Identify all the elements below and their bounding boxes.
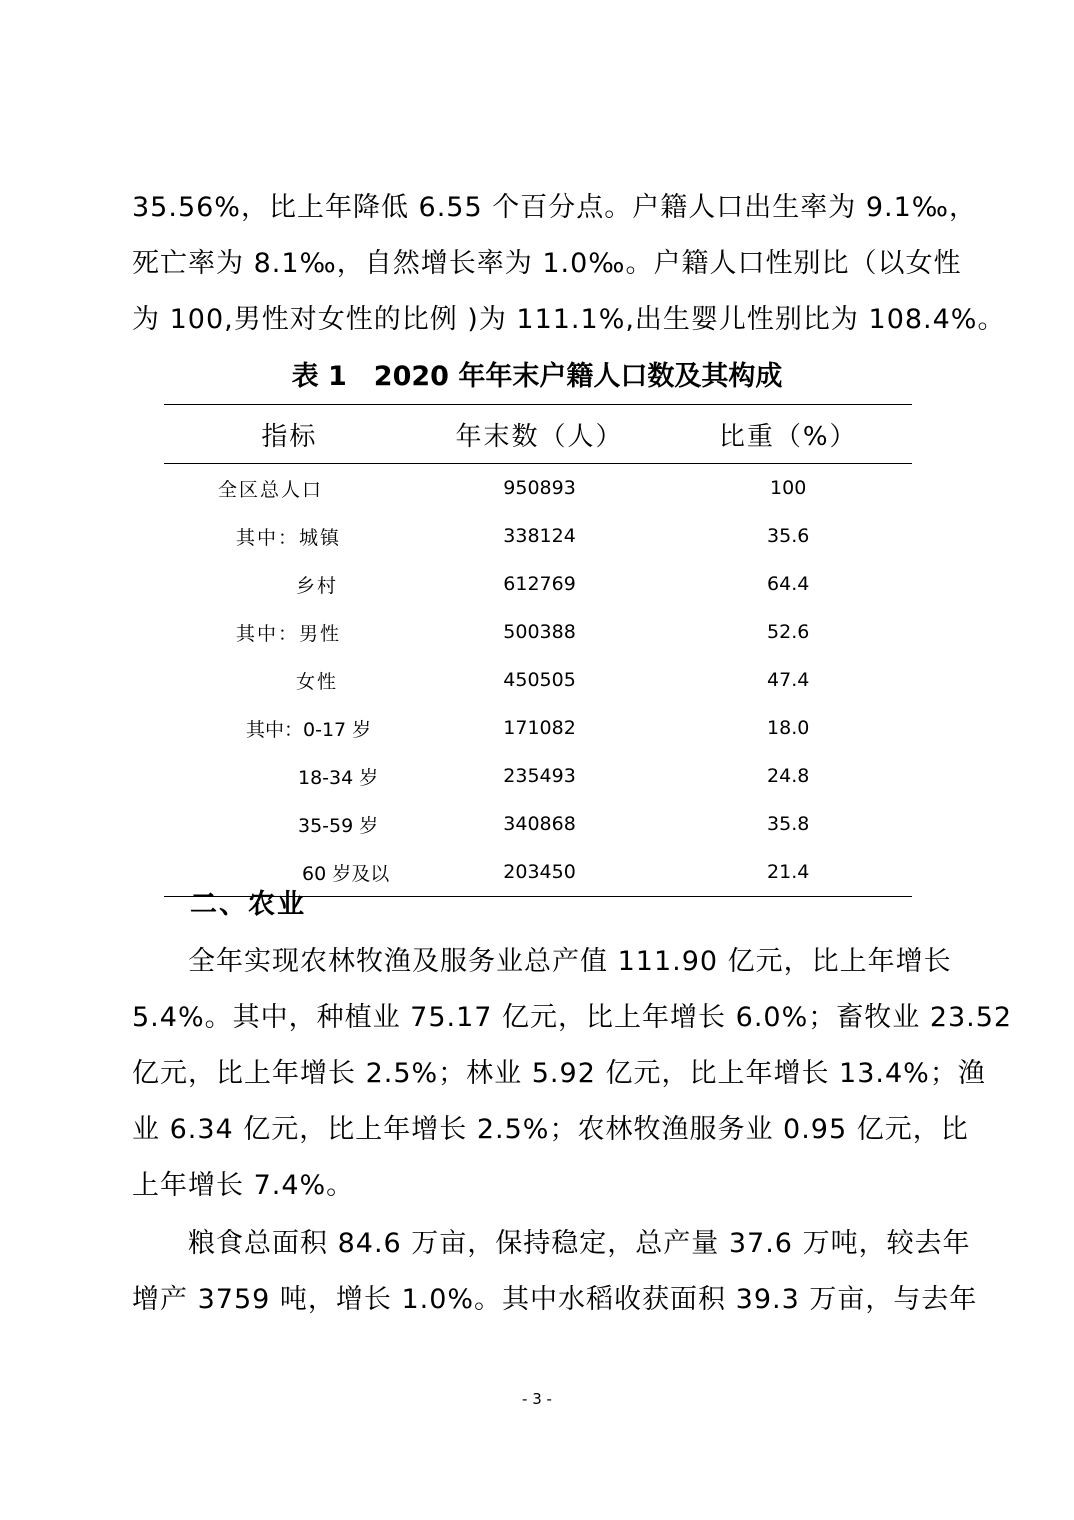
row-label: 其中：0-17 岁 (246, 718, 372, 741)
row-share: 24.8 (767, 765, 810, 787)
text-line: 增产 3759 吨，增长 1.0%。其中水稻收获面积 39.3 万亩，与去年 (132, 1284, 978, 1315)
text-line: 粮食总面积 84.6 万亩，保持稳定，总产量 37.6 万吨，较去年 (188, 1228, 971, 1259)
row-share: 35.8 (767, 813, 810, 835)
row-share: 100 (770, 477, 807, 499)
row-label: 其中：城镇 (236, 526, 342, 549)
row-value: 500388 (503, 621, 576, 643)
text-line: 5.4%。其中，种植业 75.17 亿元，比上年增长 6.0%；畜牧业 23.52 (132, 1002, 1013, 1033)
row-share: 21.4 (664, 848, 912, 897)
table-row (164, 608, 912, 656)
page-number: - 3 - (522, 1390, 552, 1408)
row-value: 612769 (503, 573, 576, 595)
agriculture-paragraph (132, 934, 1013, 1214)
row-label: 其中：男性 (236, 622, 342, 645)
row-value: 950893 (503, 477, 576, 499)
table-row (164, 464, 912, 513)
row-value: 171082 (503, 717, 576, 739)
row-value: 203450 (415, 848, 665, 897)
text-line: 35.56%，比上年降低 6.55 个百分点。户籍人口出生率为 9.1‰， (132, 192, 977, 223)
table-row (164, 560, 912, 608)
row-label: 乡村 (296, 574, 339, 597)
section-heading: 二、农业 (190, 889, 306, 920)
row-share: 52.6 (767, 621, 810, 643)
row-share: 64.4 (767, 573, 810, 595)
row-value: 338124 (503, 525, 576, 547)
table-row (164, 704, 912, 752)
text-line: 亿元，比上年增长 2.5%；林业 5.92 亿元，比上年增长 13.4%；渔 (132, 1058, 986, 1089)
header-share: 比重（%） (664, 405, 912, 464)
table-caption: 表 1 2020 年年末户籍人口数及其构成 (291, 361, 783, 392)
grain-paragraph (132, 1216, 978, 1328)
table-header-row (164, 405, 912, 464)
header-indicator: 指标 (164, 405, 415, 464)
table-row (164, 656, 912, 704)
intro-paragraph (132, 180, 1006, 348)
text-line: 死亡率为 8.1‰，自然增长率为 1.0‰。户籍人口性别比（以女性 (132, 248, 962, 279)
row-value: 450505 (503, 669, 576, 691)
table-row (164, 752, 912, 800)
table-row (164, 800, 912, 848)
row-share: 47.4 (767, 669, 810, 691)
text-line: 上年增长 7.4%。 (132, 1170, 355, 1201)
row-label: 全区总人口 (218, 478, 324, 501)
text-line: 全年实现农林牧渔及服务业总产值 111.90 亿元，比上年增长 (188, 946, 952, 977)
text-line: 业 6.34 亿元，比上年增长 2.5%；农林牧渔服务业 0.95 亿元，比 (132, 1114, 969, 1145)
population-table (164, 404, 912, 897)
row-label: 60 岁及以 (164, 848, 415, 897)
row-share: 35.6 (767, 525, 810, 547)
row-value: 340868 (503, 813, 576, 835)
row-label: 18-34 岁 (298, 766, 379, 789)
row-label: 35-59 岁 (298, 814, 379, 837)
text-line: 为 100,男性对女性的比例 )为 111.1%,出生婴儿性别比为 108.4%。 (132, 304, 1006, 335)
table-row (164, 512, 912, 560)
row-label: 女性 (296, 670, 339, 693)
row-share: 18.0 (767, 717, 810, 739)
row-value: 235493 (503, 765, 576, 787)
header-year-end-count: 年末数（人） (415, 405, 665, 464)
